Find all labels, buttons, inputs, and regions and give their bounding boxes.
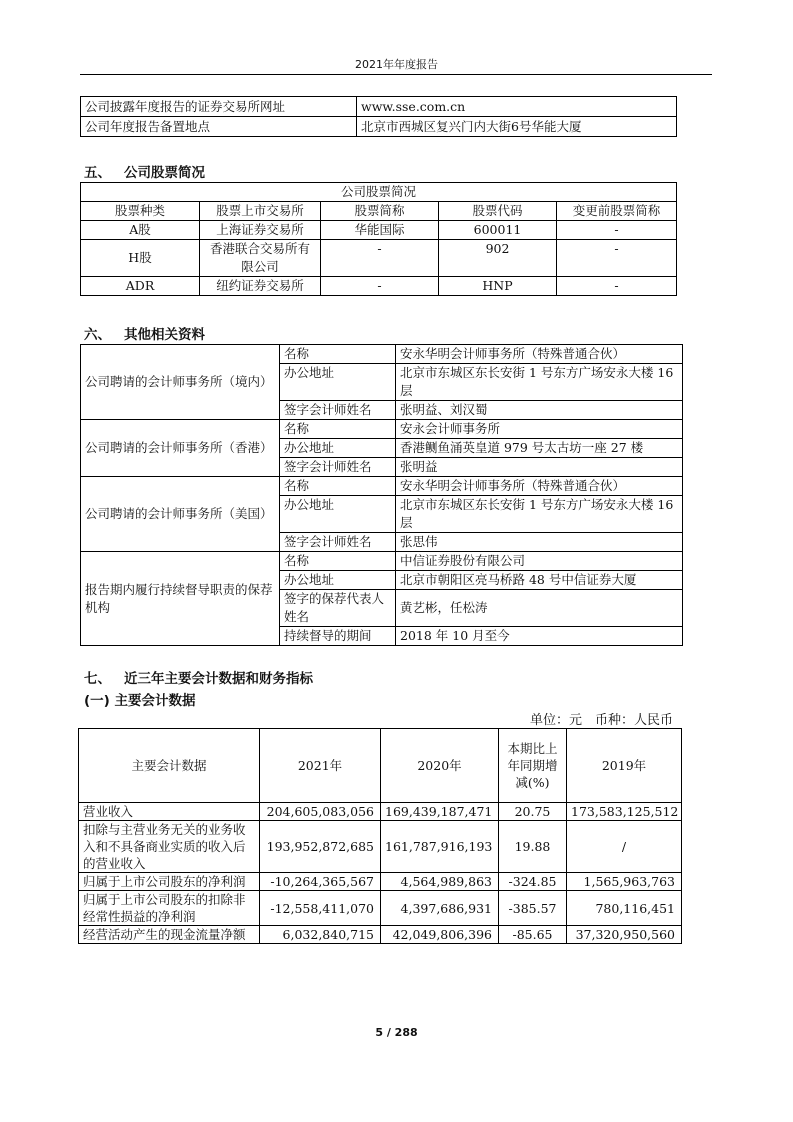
field-label: 办公地址 (280, 364, 396, 401)
field-value: 北京市东城区东长安街 1 号东方广场安永大楼 16 层 (396, 496, 683, 533)
field-value: 北京市东城区东长安街 1 号东方广场安永大楼 16 层 (396, 364, 683, 401)
table-row (79, 926, 682, 944)
change-pct: 19.88 (499, 821, 567, 873)
code-cell: HNP (439, 277, 557, 296)
field-label: 办公地址 (280, 439, 396, 458)
column-header: 本期比上年同期增减(%) (499, 729, 567, 803)
section-number: 六、 (84, 327, 111, 343)
table-header-row (79, 729, 682, 803)
table-row (79, 803, 682, 821)
value-2019: 780,116,451 (567, 891, 682, 926)
field-value: 黄艺彬，任松涛 (396, 590, 683, 627)
value-2020: 161,787,916,193 (381, 821, 499, 873)
table-row (81, 420, 683, 439)
column-header: 股票代码 (439, 202, 557, 221)
field-label: 签字会计师姓名 (280, 401, 396, 420)
section-heading: 其他相关资料 (124, 327, 205, 343)
former-name-cell: - (557, 240, 677, 277)
table-row (81, 117, 677, 137)
page-number: 5 / 288 (375, 1026, 418, 1039)
field-label: 名称 (280, 477, 396, 496)
value-cell: www.sse.com.cn (357, 97, 677, 117)
change-pct: -385.57 (499, 891, 567, 926)
code-cell: 902 (439, 240, 557, 277)
field-label: 名称 (280, 345, 396, 364)
table-row (81, 477, 683, 496)
field-label: 办公地址 (280, 496, 396, 533)
exchange-cell: 纽约证券交易所 (200, 277, 321, 296)
section-6-title (84, 323, 205, 343)
change-pct: -85.65 (499, 926, 567, 944)
field-label: 办公地址 (280, 571, 396, 590)
value-2020: 169,439,187,471 (381, 803, 499, 821)
stock-table-title: 公司股票简况 (81, 183, 677, 202)
change-pct: -324.85 (499, 873, 567, 891)
label-cell: 公司年度报告备置地点 (81, 117, 357, 137)
field-value: 张明益、刘汉蜀 (396, 401, 683, 420)
metric-label: 归属于上市公司股东的扣除非经常性损益的净利润 (79, 891, 260, 926)
table-row (81, 277, 677, 296)
section-5-title (84, 161, 205, 181)
field-label: 名称 (280, 420, 396, 439)
metric-label: 归属于上市公司股东的净利润 (79, 873, 260, 891)
value-2019: / (567, 821, 682, 873)
header-divider (80, 74, 712, 75)
field-value: 张明益 (396, 458, 683, 477)
unit-label: 单位：元 币种：人民币 (529, 713, 673, 728)
field-label: 名称 (280, 552, 396, 571)
table-row (81, 552, 683, 571)
label-cell: 公司披露年度报告的证券交易所网址 (81, 97, 357, 117)
section-number: 七、 (84, 671, 111, 687)
stock-type-cell: A股 (81, 221, 200, 240)
metric-label: 营业收入 (79, 803, 260, 821)
exchange-cell: 香港联合交易所有限公司 (200, 240, 321, 277)
value-2019: 37,320,950,560 (567, 926, 682, 944)
report-header: 2021年年度报告 (355, 58, 438, 71)
value-2021: 204,605,083,056 (260, 803, 381, 821)
stock-type-cell: ADR (81, 277, 200, 296)
table-row (81, 97, 677, 117)
value-2021: 193,952,872,685 (260, 821, 381, 873)
value-2020: 4,564,989,863 (381, 873, 499, 891)
field-label: 持续督导的期间 (280, 627, 396, 646)
group-label: 公司聘请的会计师事务所（境内） (81, 345, 280, 420)
code-cell: 600011 (439, 221, 557, 240)
exchange-info-table (80, 96, 677, 137)
table-row (81, 345, 683, 364)
table-header-row (81, 202, 677, 221)
column-header: 2021年 (260, 729, 381, 803)
column-header: 股票种类 (81, 202, 200, 221)
metric-label: 经营活动产生的现金流量净额 (79, 926, 260, 944)
field-value: 香港鲗鱼涌英皇道 979 号太古坊一座 27 楼 (396, 439, 683, 458)
field-value: 北京市朝阳区亮马桥路 48 号中信证券大厦 (396, 571, 683, 590)
value-2021: -12,558,411,070 (260, 891, 381, 926)
former-name-cell: - (557, 221, 677, 240)
field-value: 安永华明会计师事务所（特殊普通合伙） (396, 477, 683, 496)
column-header: 股票简称 (321, 202, 439, 221)
value-2020: 4,397,686,931 (381, 891, 499, 926)
field-label: 签字会计师姓名 (280, 533, 396, 552)
short-name-cell: - (321, 240, 439, 277)
field-label: 签字的保荐代表人姓名 (280, 590, 396, 627)
short-name-cell: 华能国际 (321, 221, 439, 240)
group-label: 公司聘请的会计师事务所（香港） (81, 420, 280, 477)
field-value: 张思伟 (396, 533, 683, 552)
column-header: 股票上市交易所 (200, 202, 321, 221)
field-value: 安永会计师事务所 (396, 420, 683, 439)
table-title-row (81, 183, 677, 202)
field-value: 安永华明会计师事务所（特殊普通合伙） (396, 345, 683, 364)
table-row (81, 221, 677, 240)
column-header: 2020年 (381, 729, 499, 803)
former-name-cell: - (557, 277, 677, 296)
accounting-data-table (78, 728, 682, 944)
field-value: 2018 年 10 月至今 (396, 627, 683, 646)
field-label: 签字会计师姓名 (280, 458, 396, 477)
field-value: 中信证券股份有限公司 (396, 552, 683, 571)
column-header: 主要会计数据 (79, 729, 260, 803)
group-label: 公司聘请的会计师事务所（美国） (81, 477, 280, 552)
table-row (81, 240, 677, 277)
column-header: 2019年 (567, 729, 682, 803)
section-heading: 公司股票简况 (124, 165, 205, 181)
section-7-title (84, 667, 313, 687)
change-pct: 20.75 (499, 803, 567, 821)
stock-type-cell: H股 (81, 240, 200, 277)
short-name-cell: - (321, 277, 439, 296)
value-2021: -10,264,365,567 (260, 873, 381, 891)
column-header: 变更前股票简称 (557, 202, 677, 221)
exchange-cell: 上海证券交易所 (200, 221, 321, 240)
value-2019: 173,583,125,512 (567, 803, 682, 821)
group-label: 报告期内履行持续督导职责的保荐机构 (81, 552, 280, 646)
value-2021: 6,032,840,715 (260, 926, 381, 944)
other-info-table (80, 344, 683, 646)
section-heading: 近三年主要会计数据和财务指标 (124, 671, 313, 687)
table-row (79, 821, 682, 873)
value-2020: 42,049,806,396 (381, 926, 499, 944)
table-row (79, 891, 682, 926)
value-cell: 北京市西城区复兴门内大街6号华能大厦 (357, 117, 677, 137)
metric-label: 扣除与主营业务无关的业务收入和不具备商业实质的收入后的营业收入 (79, 821, 260, 873)
section-number: 五、 (84, 165, 111, 181)
subsection-title: (一) 主要会计数据 (84, 693, 196, 709)
stock-table (80, 182, 677, 296)
table-row (79, 873, 682, 891)
value-2019: 1,565,963,763 (567, 873, 682, 891)
